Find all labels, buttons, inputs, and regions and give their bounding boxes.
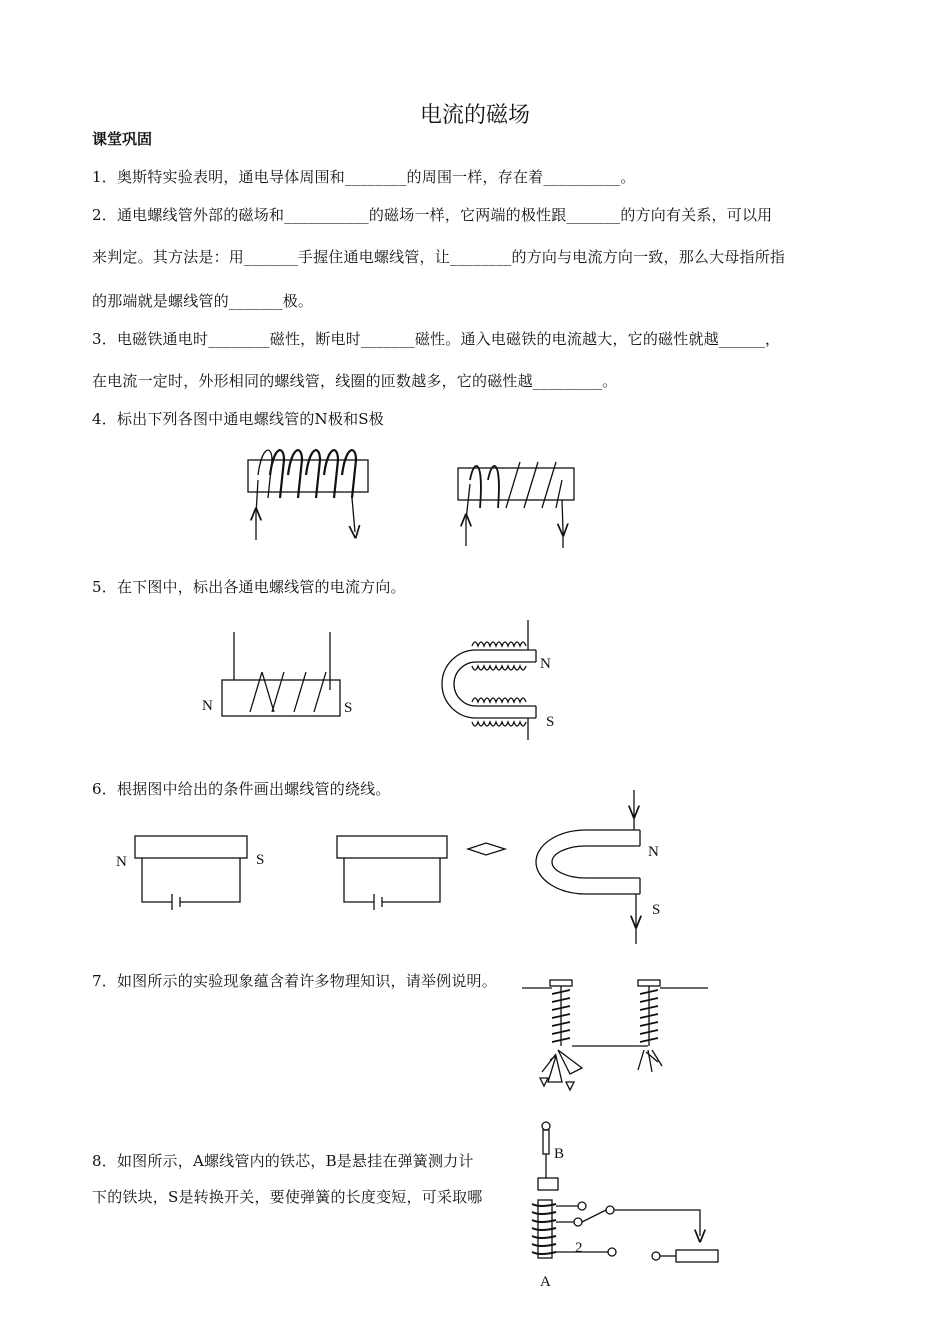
q4-solenoid-1 [248,450,368,540]
q6-u-magnet [536,790,640,944]
q8-b-label: B [554,1146,565,1162]
question-7: 7．如图所示的实验现象蕴含着许多物理知识，请举例说明。 [92,972,497,990]
q8-circuit [532,1122,718,1262]
page-title: 电流的磁场 [419,103,530,128]
q5-s-label: S [344,700,353,716]
question-5: 5．在下图中，标出各通电螺线管的电流方向。 [92,578,406,596]
question-6: 6．根据图中给出的条件画出螺线管的绕线。 [92,780,391,798]
q6-s-label: S [256,852,265,868]
q8-a-label: A [540,1274,551,1290]
q6-u-s-label: S [652,902,661,918]
q7-electromagnets [522,980,708,1090]
question-2-line-2: 来判定。其方法是：用_______手握住通电螺线管，让________的方向与电流方向一致，那么大母指所指 [92,248,786,266]
question-2-line-3: 的那端就是螺线管的_______极。 [92,292,314,310]
q4-solenoid-2 [458,462,574,548]
q5-n-label: N [202,698,213,714]
q6-u-n-label: N [648,844,659,860]
q5-u-magnet [442,620,536,740]
q6-bar-1 [135,836,247,910]
section-heading: 课堂巩固 [92,130,153,148]
question-8-line-1: 8．如图所示，A螺线管内的铁芯，B是悬挂在弹簧测力计 [92,1152,474,1170]
q5-u-n-label: N [540,656,551,672]
q6-n-label: N [116,854,127,870]
question-8-line-2: 下的铁块，S是转换开关，要使弹簧的长度变短，可采取哪 [92,1188,483,1206]
q5-u-s-label: S [546,714,555,730]
question-3-line-1: 3．电磁铁通电时________磁性，断电时_______磁性。通入电磁铁的电流越大，它的磁性就越______， [92,330,781,348]
question-3-line-2: 在电流一定时，外形相同的螺线管，线圈的匝数越多，它的磁性越_________。 [92,372,618,390]
q5-solenoid-1 [222,632,340,716]
question-1: 1．奥斯特实验表明，通电导体周围和________的周围一样，存在着__________。 [92,168,636,186]
q8-2-label: 2 [575,1240,583,1256]
question-2-line-1: 2．通电螺线管外部的磁场和___________的磁场一样，它两端的极性跟_______的方向有关系，可以用 [92,206,773,224]
q6-bar-2 [337,836,505,910]
question-4: 4．标出下列各图中通电螺线管的N极和S极 [92,410,384,428]
